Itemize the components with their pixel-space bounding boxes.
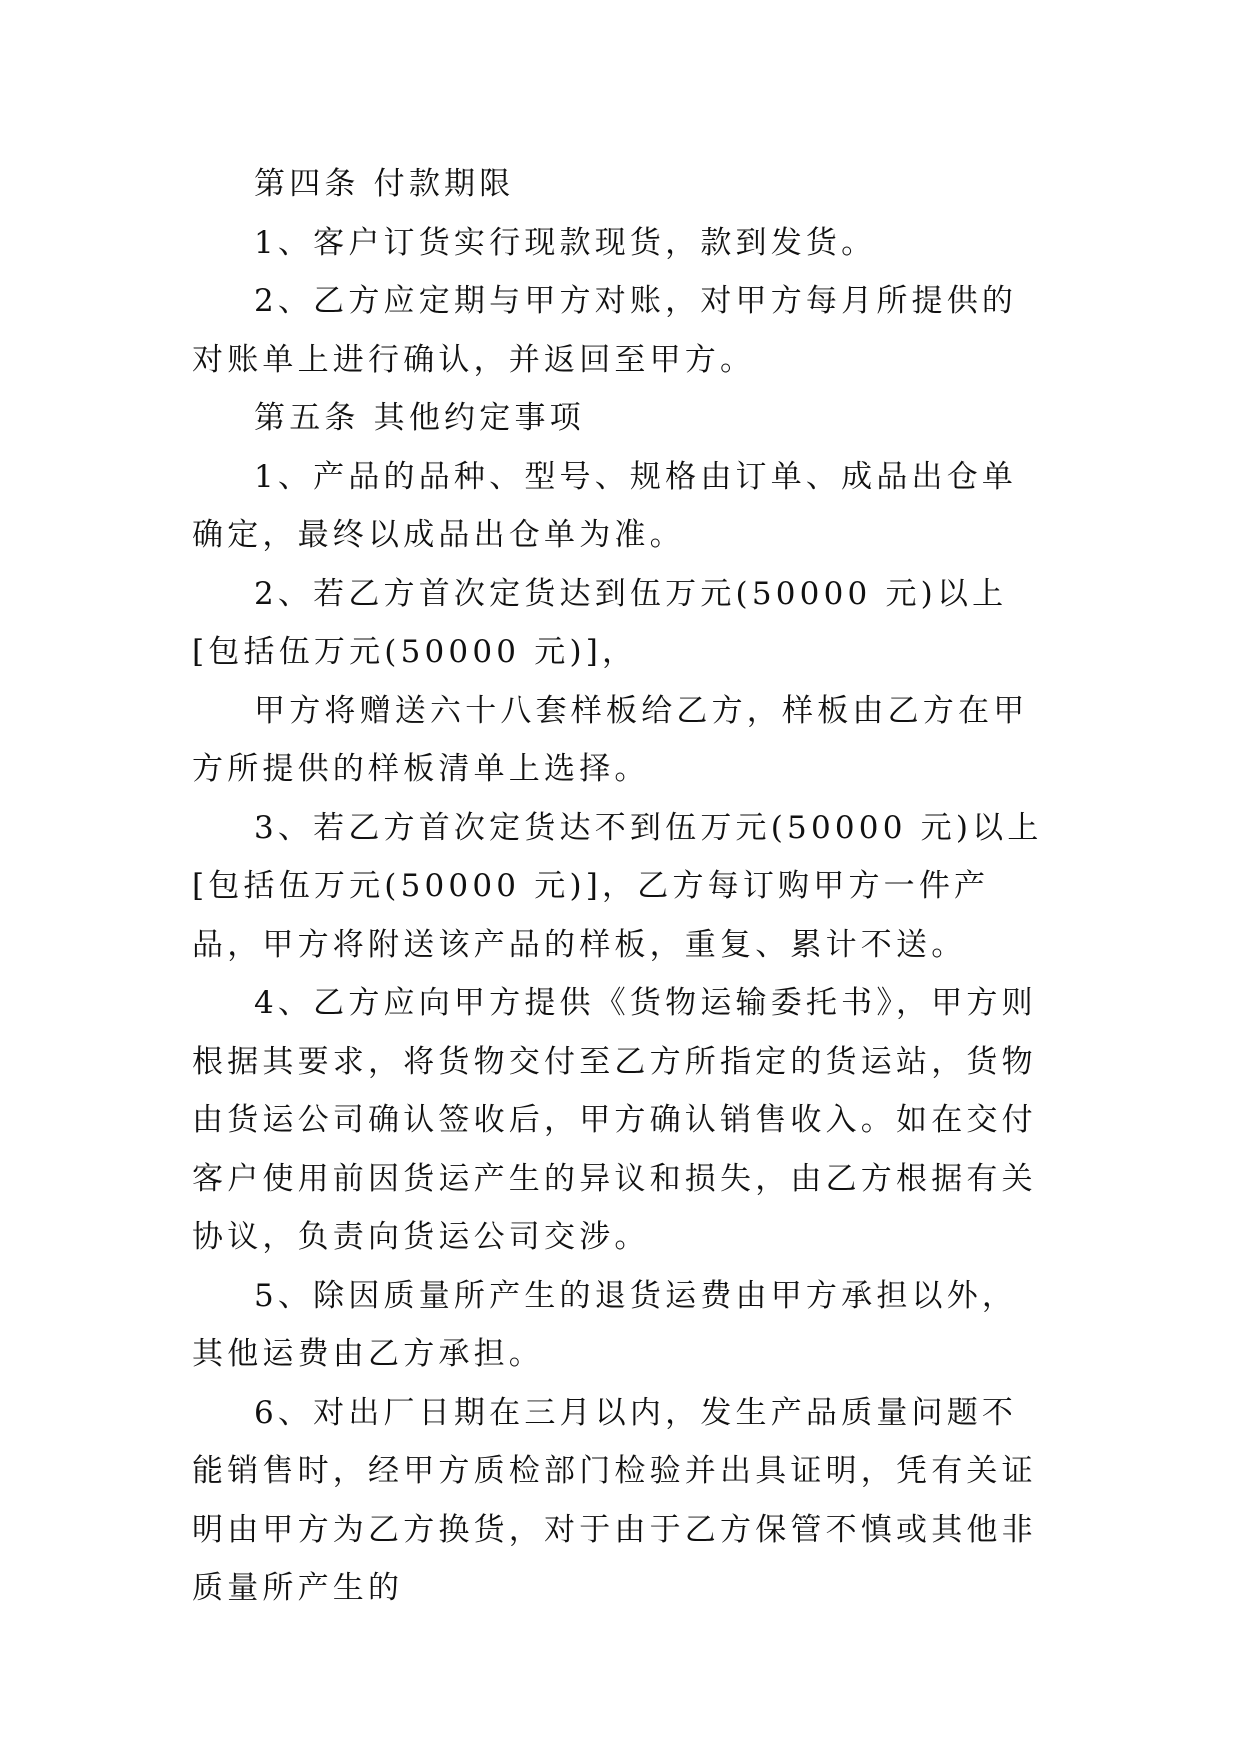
paragraph: 2、乙方应定期与甲方对账，对甲方每月所提供的对账单上进行确认，并返回至甲方。 [192, 283, 1018, 378]
paragraph: 3、若乙方首次定货达不到伍万元(50000 元)以上[包括伍万元(50000 元)]，乙方每订购甲方一件产品，甲方将附送该产品的样板，重复、累计不送。 [192, 809, 1043, 963]
paragraph: 5、除因质量所产生的退货运费由甲方承担以外，其他运费由乙方承担。 [192, 1277, 1018, 1372]
paragraph: 甲方将赠送六十八套样板给乙方，样板由乙方在甲方所提供的样板清单上选择。 [192, 692, 1029, 787]
paragraph: 6、对出厂日期在三月以内，发生产品质量问题不能销售时，经甲方质检部门检验并出具证明，凭有关证明由甲方为乙方换货，对于由于乙方保管不慎或其他非质量所产生的 [192, 1394, 1037, 1606]
paragraph: 1、客户订货实行现款现货，款到发货。 [254, 224, 877, 261]
paragraph: 2、若乙方首次定货达到伍万元(50000 元)以上[包括伍万元(50000 元)]， [192, 575, 1008, 670]
section-heading-5: 第五条 其他约定事项 [254, 400, 585, 436]
paragraph: 1、产品的品种、型号、规格由订单、成品出仓单确定，最终以成品出仓单为准。 [192, 458, 1018, 553]
section-heading-4: 第四条 付款期限 [254, 166, 515, 202]
document-body [192, 155, 1052, 1618]
paragraph: 4、乙方应向甲方提供《货物运输委托书》，甲方则根据其要求，将货物交付至乙方所指定的货运站，货物由货运公司确认签收后，甲方确认销售收入。如在交付客户使用前因货运产生的异议和损失，由乙方根据有关协议，负责向货运公司交涉。 [192, 985, 1037, 1255]
